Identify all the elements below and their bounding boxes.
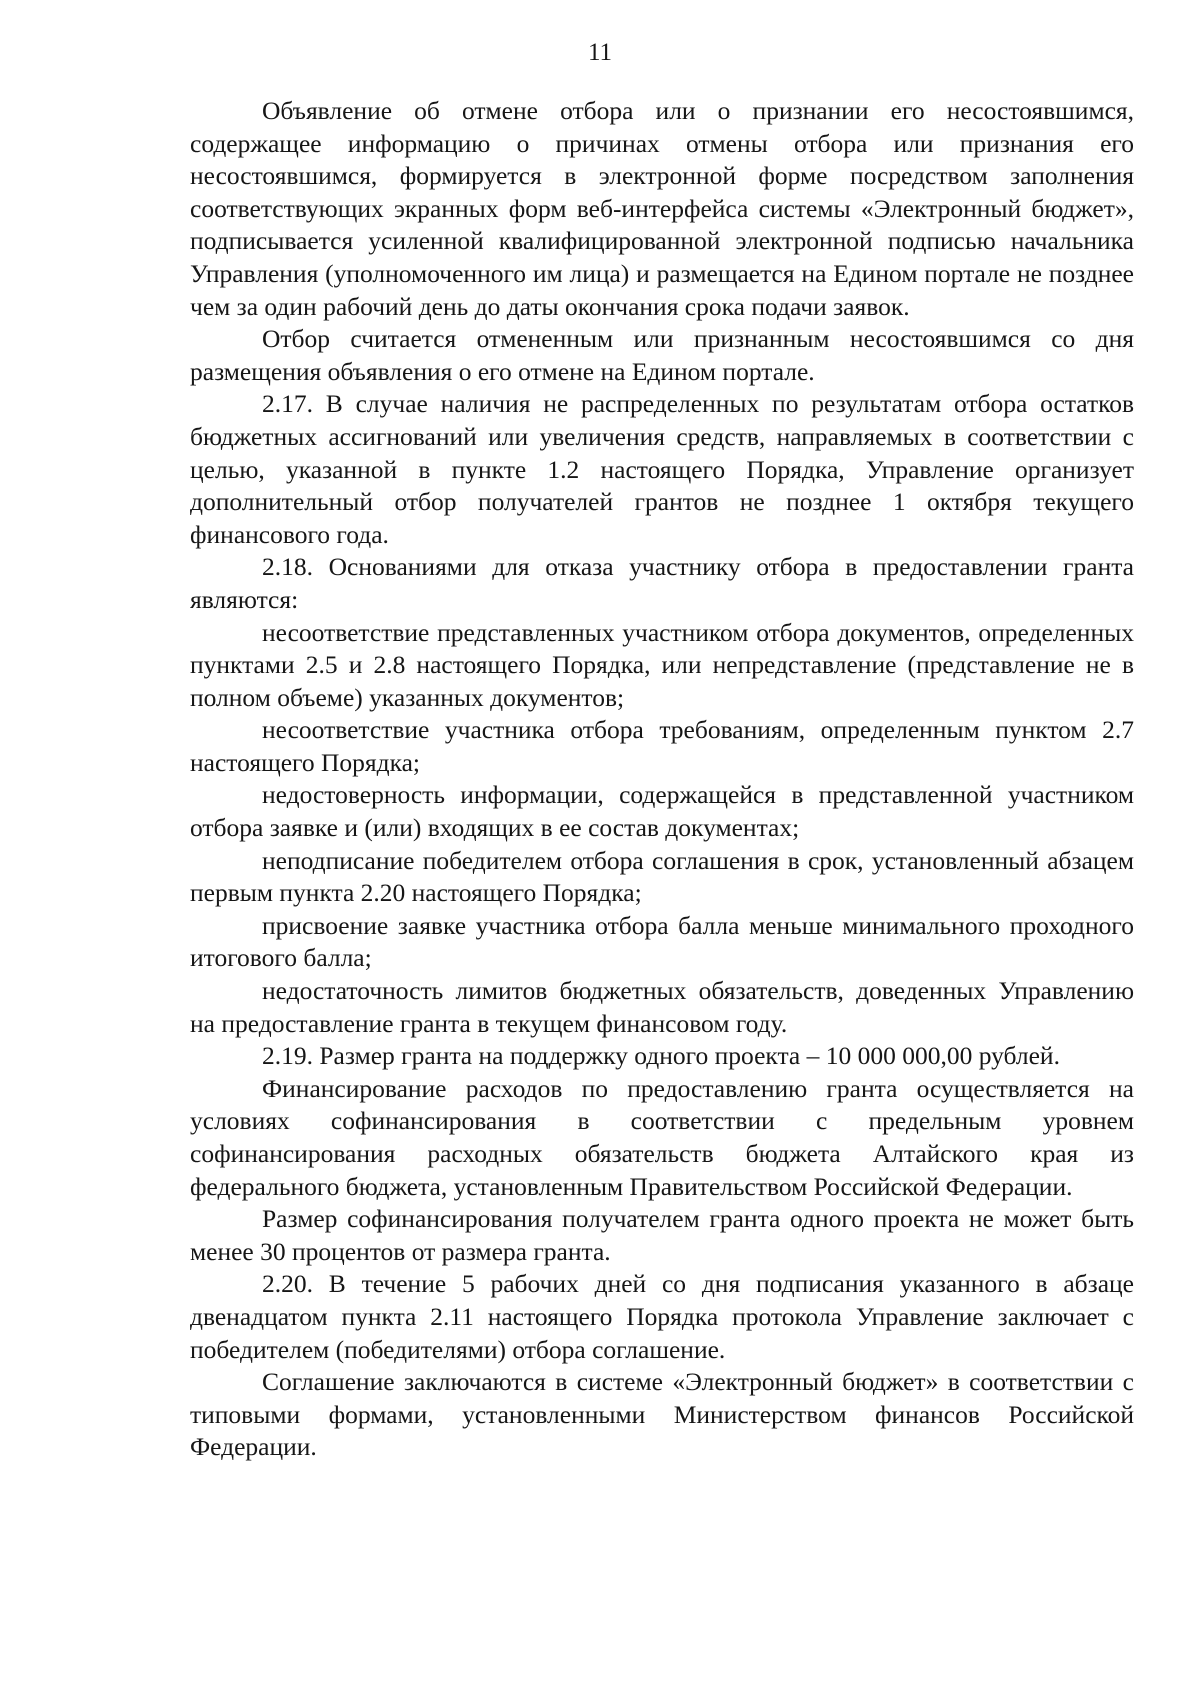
refusal-reason-insufficient-limits: недостаточность лимитов бюджетных обязательств, доведенных Управлению на предоставление гранта в текущем финансовом году. (190, 976, 1134, 1038)
refusal-reason-low-score: присвоение заявке участника отбора балла меньше минимального проходного итогового балла; (190, 910, 1134, 973)
paragraph-2-19: 2.19. Размер гранта на поддержку одного проекта – 10 000 000,00 рублей. (262, 1041, 1060, 1071)
refusal-reason-documents: несоответствие представленных участником отбора документов, определенных пунктами 2.5 и 2.8 настоящего Порядка, или непредставление (представление не в полном объеме) указанных документов; (190, 617, 1134, 712)
paragraph-cofinancing-size: Размер софинансирования получателем гранта одного проекта не может быть менее 30 процентов от размера гранта. (190, 1204, 1134, 1266)
paragraph-2-17: 2.17. В случае наличия не распределенных по результатам отбора остатков бюджетных ассигнований или увеличения средств, направляемых в соответствии с целью, указанной в пункте 1.2 настоящего Порядка, Управление организует дополнительный отбор получателей грантов не позднее 1 октября текущего финансового года. (190, 389, 1134, 549)
page-number: 11 (587, 39, 613, 66)
paragraph-2-20: 2.20. В течение 5 рабочих дней со дня подписания указанного в абзаце двенадцатом пункта 2.11 настоящего Порядка протокола Управление заключает с победителем (победителями) отбора соглашение. (190, 1269, 1134, 1364)
paragraph-cofinancing: Финансирование расходов по предоставлению гранта осуществляется на условиях софинансирования в соответствии с предельным уровнем софинансирования расходных обязательств бюджета Алтайского края из федерального бюджета, установленным Правительством Российской Федерации. (190, 1073, 1134, 1201)
paragraph-cancellation-effect: Отбор считается отмененным или признанным несостоявшимся со дня размещения объявления о его отмене на Едином портале. (190, 324, 1134, 386)
paragraph-2-18: 2.18. Основаниями для отказа участнику отбора в предоставлении гранта являются: (190, 552, 1134, 614)
paragraph-agreement-forms: Соглашение заключаются в системе «Электронный бюджет» в соответствии с типовыми формами, установленными Министерством финансов Российской Федерации. (190, 1367, 1134, 1462)
document-body (190, 95, 1134, 1464)
refusal-reason-not-signed: неподписание победителем отбора соглашения в срок, установленный абзацем первым пункта 2.20 настоящего Порядка; (190, 845, 1134, 908)
refusal-reason-requirements: несоответствие участника отбора требованиям, определенным пунктом 2.7 настоящего Порядка; (190, 715, 1134, 777)
paragraph-cancellation-notice: Объявление об отмене отбора или о признании его несостоявшимся, содержащее информацию о причинах отмены отбора или признания его несостоявшимся, формируется в электронной форме посредством заполнения соответствующих экранных форм веб-интерфейса системы «Электронный бюджет», подписывается усиленной квалифицированной электронной подписью начальника Управления (уполномоченного им лица) и размещается на Едином портале не позднее чем за один рабочий день до даты окончания срока подачи заявок. (190, 96, 1134, 321)
refusal-reason-unreliable-info: недостоверность информации, содержащейся в представленной участником отбора заявке и (или) входящих в ее состав документах; (190, 780, 1134, 843)
